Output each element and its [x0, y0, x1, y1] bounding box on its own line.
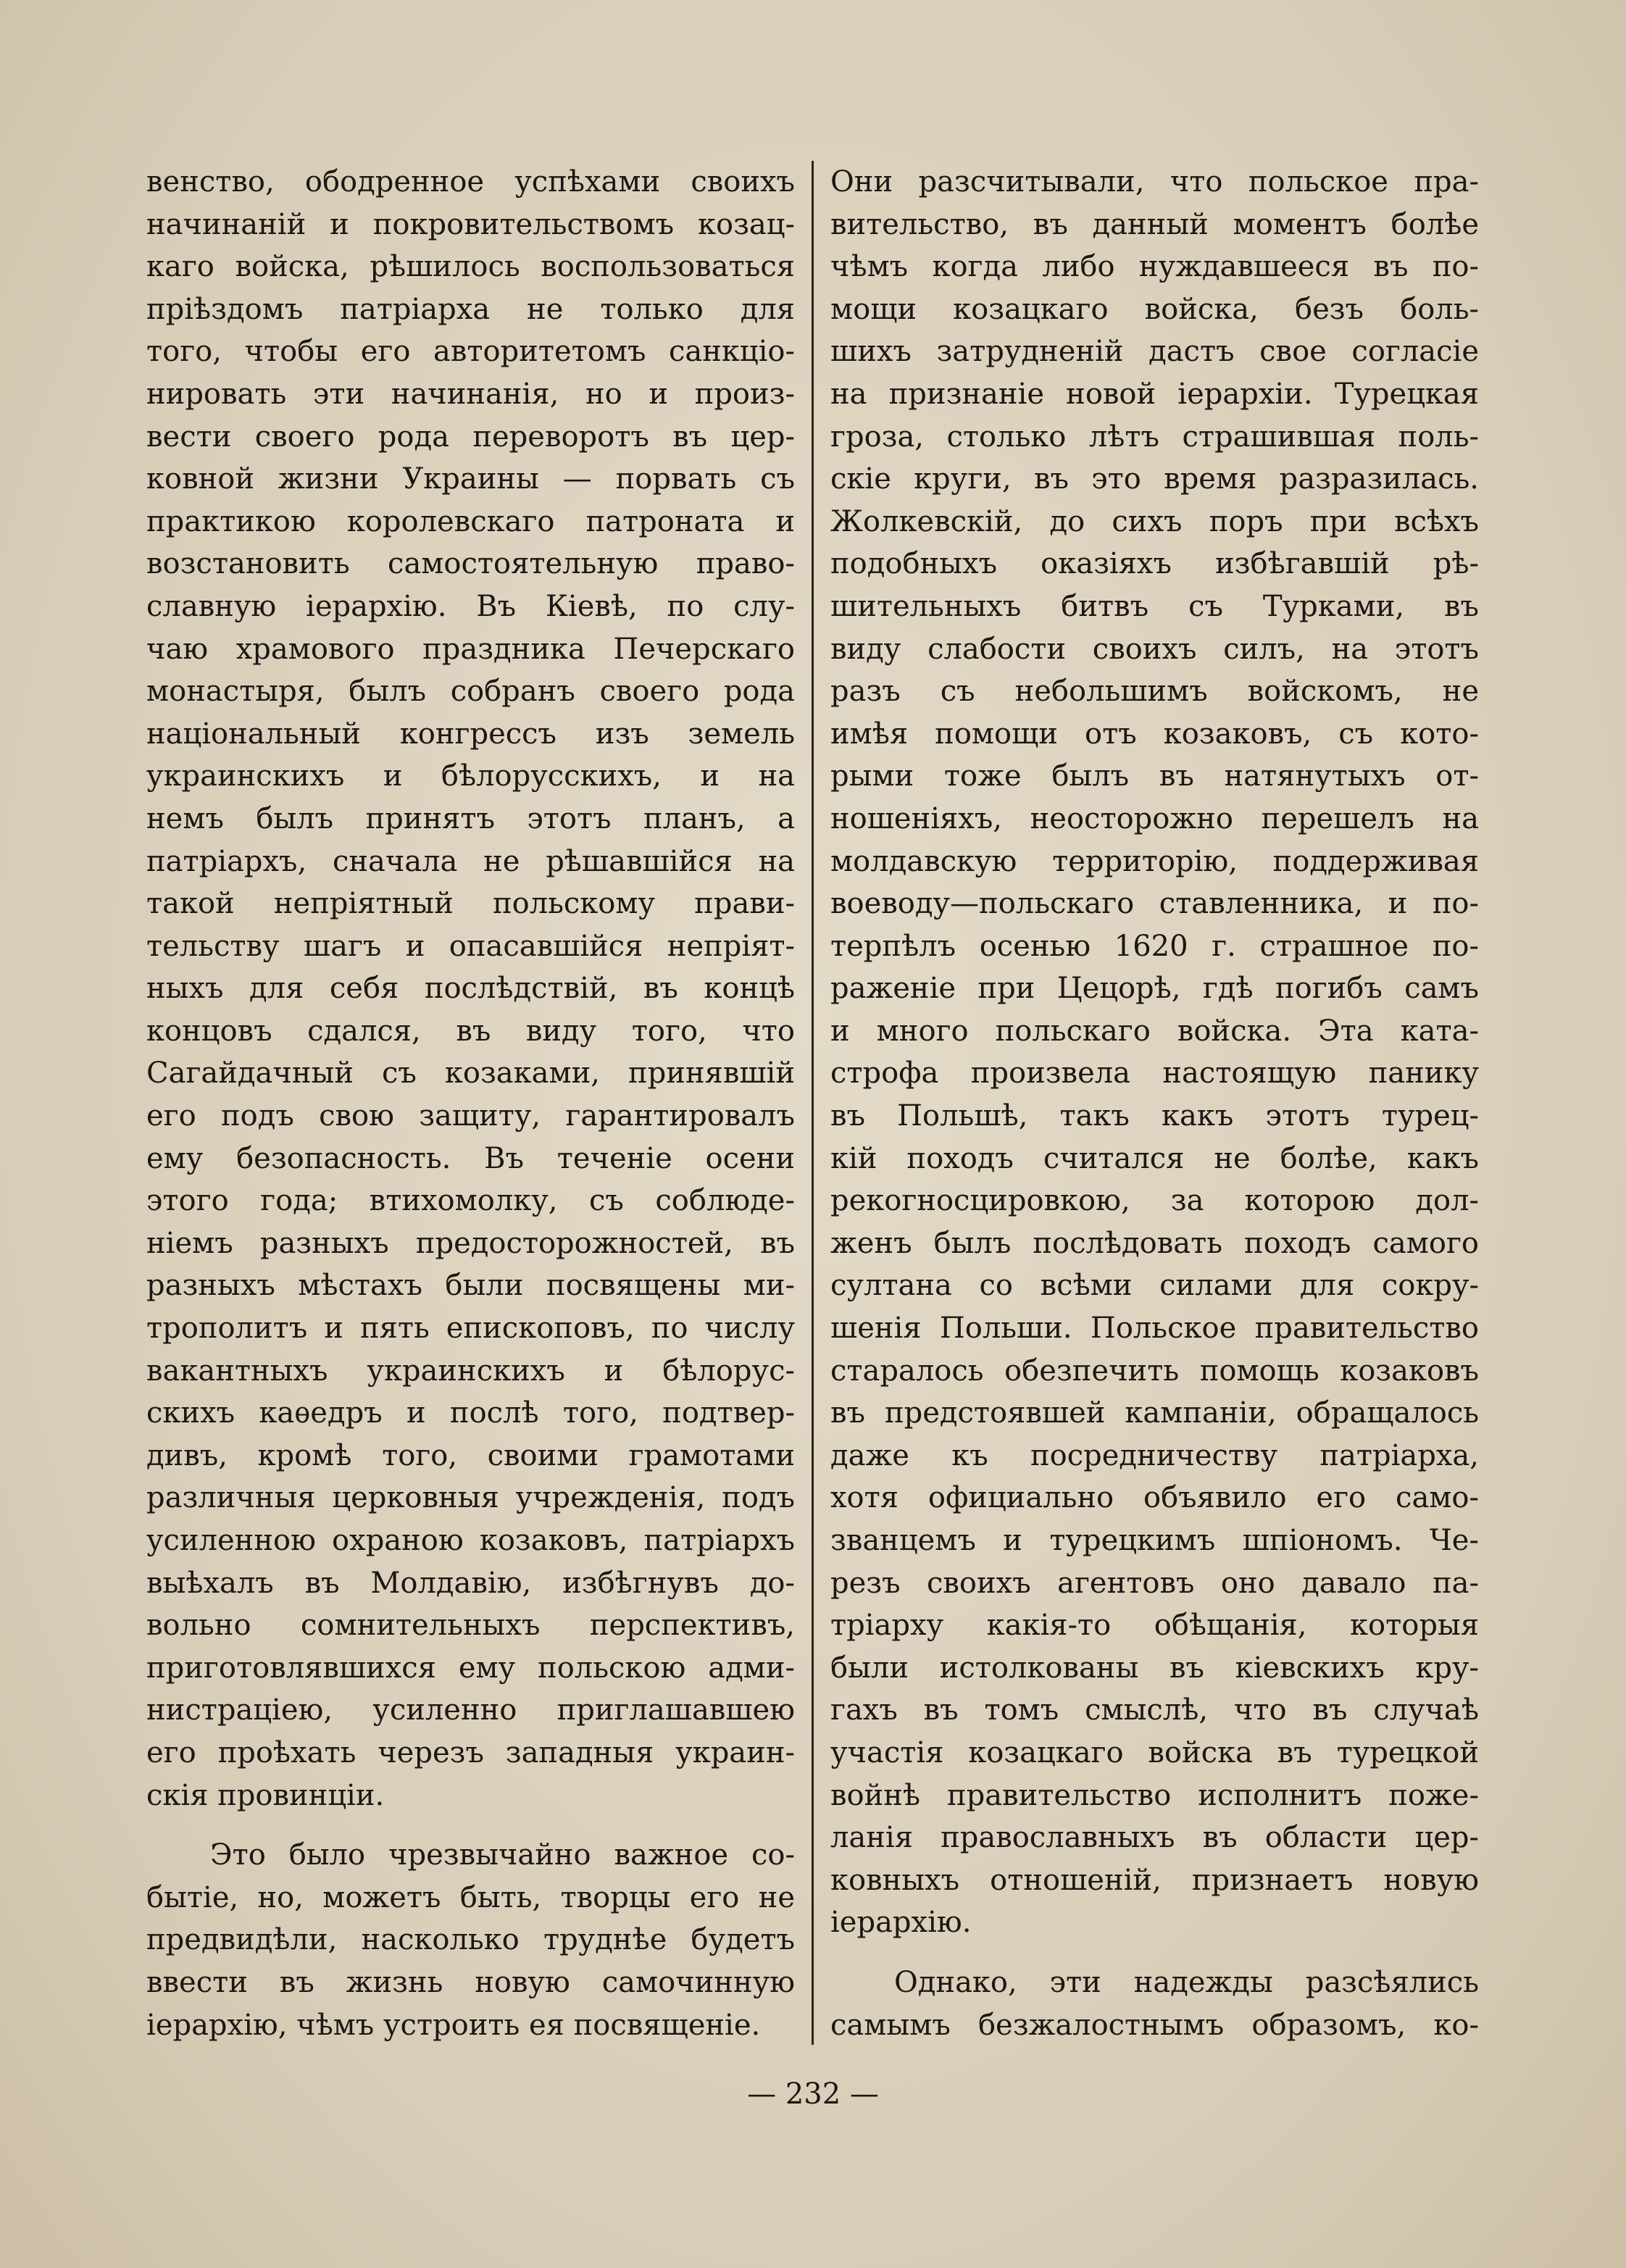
text-line: резъ своихъ агентовъ оно давало па- [830, 1566, 1479, 1600]
column-divider [812, 161, 814, 2045]
text-line: вольно сомнительныхъ перспективъ, [146, 1609, 795, 1643]
text-line: того, чтобы его авторитетомъ санкціо- [146, 335, 795, 369]
text-line: патріархъ, сначала не рѣшавшійся на [146, 844, 795, 878]
text-line: іерархію. [830, 1906, 972, 1940]
text-line: предвидѣли, насколько труднѣе будетъ [146, 1923, 795, 1957]
text-line: тріарху какія-то обѣщанія, которыя [830, 1609, 1479, 1643]
text-line: Они разсчитывали, что польское пра- [830, 165, 1479, 199]
text-line: бытіе, но, можетъ быть, творцы его не [146, 1880, 795, 1914]
text-line: практикою королевскаго патроната и [146, 504, 795, 538]
text-line: немъ былъ принятъ этотъ планъ, а [146, 801, 795, 835]
text-line: вести своего рода переворотъ въ цер- [146, 420, 795, 454]
left-column [146, 161, 795, 2046]
text-line: венство, ободренное успѣхами своихъ [146, 165, 795, 199]
text-line: и много польскаго войска. Эта ката- [830, 1014, 1479, 1048]
text-line: разныхъ мѣстахъ были посвящены ми- [146, 1269, 795, 1303]
text-line: нистраціею, усиленно приглашавшею [146, 1693, 795, 1727]
right-column [830, 161, 1479, 2046]
text-line: гахъ въ томъ смыслѣ, что въ случаѣ [830, 1693, 1479, 1727]
text-line: гроза, столько лѣтъ страшившая поль- [830, 420, 1479, 454]
text-line: ношеніяхъ, неосторожно перешелъ на [830, 801, 1479, 835]
text-line: самымъ безжалостнымъ образомъ, ко- [830, 2008, 1479, 2042]
text-line: дивъ, кромѣ того, своими грамотами [146, 1438, 795, 1472]
text-line: ввести въ жизнь новую самочинную [146, 1965, 795, 1999]
text-line: чаю храмового праздника Печерскаго [146, 632, 795, 666]
text-line: іерархію, чѣмъ устроить ея посвященіе. [146, 2008, 761, 2042]
text-line: скихъ каѳедръ и послѣ того, подтвер- [146, 1396, 795, 1430]
text-line: такой непріятный польскому прави- [146, 887, 795, 921]
text-line: національный конгрессъ изъ земель [146, 717, 795, 751]
text-line: скія провинціи. [146, 1778, 385, 1812]
text-line: даже къ посредничеству патріарха, [830, 1438, 1479, 1472]
text-line: славную іерархію. Въ Кіевѣ, по слу- [146, 589, 795, 623]
text-line: султана со всѣми силами для сокру- [830, 1269, 1479, 1303]
text-line: старалось обезпечить помощь козаковъ [830, 1354, 1479, 1388]
text-line: воеводу—польскаго ставленника, и по- [830, 887, 1479, 921]
text-line: званцемъ и турецкимъ шпіономъ. Че- [830, 1524, 1479, 1557]
text-line: разъ съ небольшимъ войскомъ, не [830, 675, 1479, 709]
text-line: чѣмъ когда либо нуждавшееся въ по- [830, 250, 1479, 284]
text-line: шихъ затрудненій дастъ свое согласіе [830, 335, 1479, 369]
page-number: — 232 — [747, 2077, 879, 2111]
text-line: каго войска, рѣшилось воспользоваться [146, 250, 795, 284]
text-line: его подъ свою защиту, гарантировалъ [146, 1099, 795, 1133]
text-line: ніемъ разныхъ предосторожностей, въ [146, 1226, 795, 1260]
text-line: пріѣздомъ патріарха не только для [146, 292, 795, 326]
text-line: украинскихъ и бѣлорусскихъ, и на [146, 759, 795, 793]
text-line: ему безопасность. Въ теченіе осени [146, 1141, 795, 1175]
paragraph-gap [146, 1817, 795, 1834]
text-line: начинаній и покровительствомъ козац- [146, 207, 795, 241]
text-line: раженіе при Цецорѣ, гдѣ погибъ самъ [830, 972, 1479, 1006]
text-line: молдавскую территорію, поддерживая [830, 844, 1479, 878]
text-line: приготовлявшихся ему польскою адми- [146, 1651, 795, 1685]
text-line: возстановить самостоятельную право- [146, 547, 795, 581]
text-line: Однако, эти надежды разсѣялись [894, 1965, 1479, 1999]
text-line: этого года; втихомолку, съ соблюде- [146, 1184, 795, 1218]
text-line: усиленною охраною козаковъ, патріархъ [146, 1524, 795, 1557]
text-line: монастыря, былъ собранъ своего рода [146, 675, 795, 709]
text-line: различныя церковныя учрежденія, подъ [146, 1481, 795, 1515]
text-line: на признаніе новой іерархіи. Турецкая [830, 377, 1479, 411]
text-line: терпѣлъ осенью 1620 г. страшное по- [830, 929, 1479, 963]
paragraph-gap [830, 1944, 1479, 1961]
text-line: хотя официально объявило его само- [830, 1481, 1479, 1515]
text-line: тельству шагъ и опасавшійся непріят- [146, 929, 795, 963]
text-line: Это было чрезвычайно важное со- [210, 1838, 795, 1872]
text-line: шенія Польши. Польское правительство [830, 1312, 1479, 1346]
text-line: вительство, въ данный моментъ болѣе [830, 207, 1479, 241]
text-line: виду слабости своихъ силъ, на этотъ [830, 632, 1479, 666]
text-line: участія козацкаго войска въ турецкой [830, 1735, 1479, 1769]
text-line: были истолкованы въ кіевскихъ кру- [830, 1651, 1479, 1685]
text-line: Жолкевскій, до сихъ поръ при всѣхъ [830, 504, 1479, 538]
text-line: мощи козацкаго войска, безъ боль- [830, 292, 1479, 326]
text-line: въ Польшѣ, такъ какъ этотъ турец- [830, 1099, 1479, 1133]
text-line: женъ былъ послѣдовать походъ самого [830, 1226, 1479, 1260]
text-line: въ предстоявшей кампаніи, обращалось [830, 1396, 1479, 1430]
text-line: строфа произвела настоящую панику [830, 1056, 1479, 1091]
text-line: скіе круги, въ это время разразилась. [830, 462, 1479, 496]
text-line: ковныхъ отношеній, признаетъ новую [830, 1863, 1479, 1897]
text-line: вакантныхъ украинскихъ и бѣлорус- [146, 1354, 795, 1388]
text-line: выѣхалъ въ Молдавію, избѣгнувъ до- [146, 1566, 795, 1600]
text-line: Сагайдачный съ козаками, принявшій [146, 1056, 795, 1091]
text-line: войнѣ правительство исполнитъ поже- [830, 1778, 1479, 1812]
text-line: имѣя помощи отъ козаковъ, съ кото- [830, 717, 1479, 751]
text-line: нировать эти начинанія, но и произ- [146, 377, 795, 411]
text-line: ковной жизни Украины — порвать съ [146, 462, 795, 496]
text-line: подобныхъ оказіяхъ избѣгавшій рѣ- [830, 547, 1479, 581]
text-line: концовъ сдался, въ виду того, что [146, 1014, 795, 1048]
text-line: рыми тоже былъ въ натянутыхъ от- [830, 759, 1479, 793]
text-line: рекогносцировкою, за которою дол- [830, 1184, 1479, 1218]
text-line: его проѣхать черезъ западныя украин- [146, 1735, 795, 1769]
text-line: ланія православныхъ въ области цер- [830, 1821, 1479, 1855]
text-line: шительныхъ битвъ съ Турками, въ [830, 589, 1479, 623]
text-line: ныхъ для себя послѣдствій, въ концѣ [146, 972, 795, 1006]
text-line: кій походъ считался не болѣе, какъ [830, 1141, 1479, 1175]
text-line: трополитъ и пять епископовъ, по числу [146, 1312, 795, 1346]
